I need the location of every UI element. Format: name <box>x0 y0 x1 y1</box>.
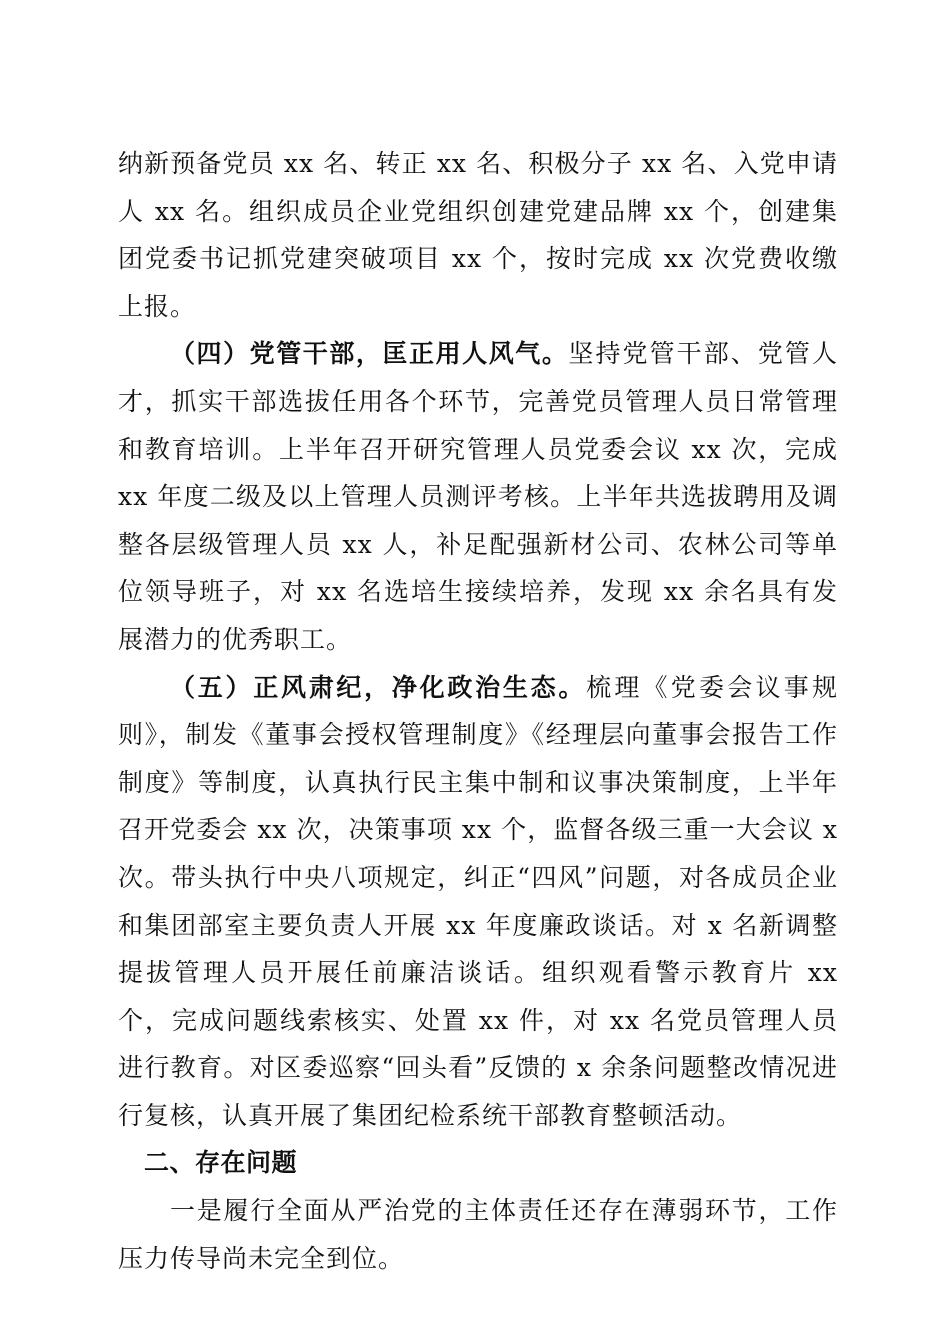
section-heading-problems: 二、存在问题 <box>144 1148 298 1178</box>
paragraph-text: 纳新预备党员 xx 名、转正 xx 名、积极分子 xx 名、入党申请人 xx 名。组织成员企业党组织创建党建品牌 xx 个，创建集团党委书记抓党建突破项目 xx 个，按时完成 xx 次党费收缴上报。 <box>118 149 838 321</box>
paragraph-party-recruitment <box>118 140 838 330</box>
paragraph-text: 一是履行全面从严治党的主体责任还存在薄弱环节，工作压力传导尚未完全到位。 <box>118 1196 838 1273</box>
paragraph-problem-one <box>118 1187 838 1282</box>
section-heading-five: （五）正风肃纪，净化政治生态。 <box>170 672 587 702</box>
document-body <box>118 140 838 1282</box>
section-heading-four: （四）党管干部，匡正用人风气。 <box>170 339 569 369</box>
paragraph-text: 梳理《党委会议事规则》，制发《董事会授权管理制度》《经理层向董事会报告工作制度》等制度，认真执行民主集中制和议事决策制度，上半年召开党委会 xx 次，决策事项 xx 个，监督各级三重一大会议 x 次。带头执行中央八项规定，纠正“四风”问题，对各成员企业和集团部室主要负责人开展 xx 年度廉政谈话。对 x 名新调整提拔管理人员开展任前廉洁谈话。组织观看警示教育片 xx 个，完成问题线索核实、处置 xx 件，对 xx 名党员管理人员进行教育。对区委巡察“回头看”反馈的 x 余条问题整改情况进行复核，认真开展了集团纪检系统干部教育整顿活动。 <box>118 672 838 1130</box>
paragraph-text: 坚持党管干部、党管人才，抓实干部选拔任用各个环节，完善党员管理人员日常管理和教育培训。上半年召开研究管理人员党委会议 xx 次，完成 xx 年度二级及以上管理人员测评考核。上半年共选拔聘用及调整各层级管理人员 xx 人，补足配强新材公司、农林公司等单位领导班子，对 xx 名选培生接续培养，发现 xx 余名具有发展潜力的优秀职工。 <box>118 339 838 654</box>
paragraph-discipline <box>118 664 838 1140</box>
paragraph-cadre-management <box>118 330 838 663</box>
